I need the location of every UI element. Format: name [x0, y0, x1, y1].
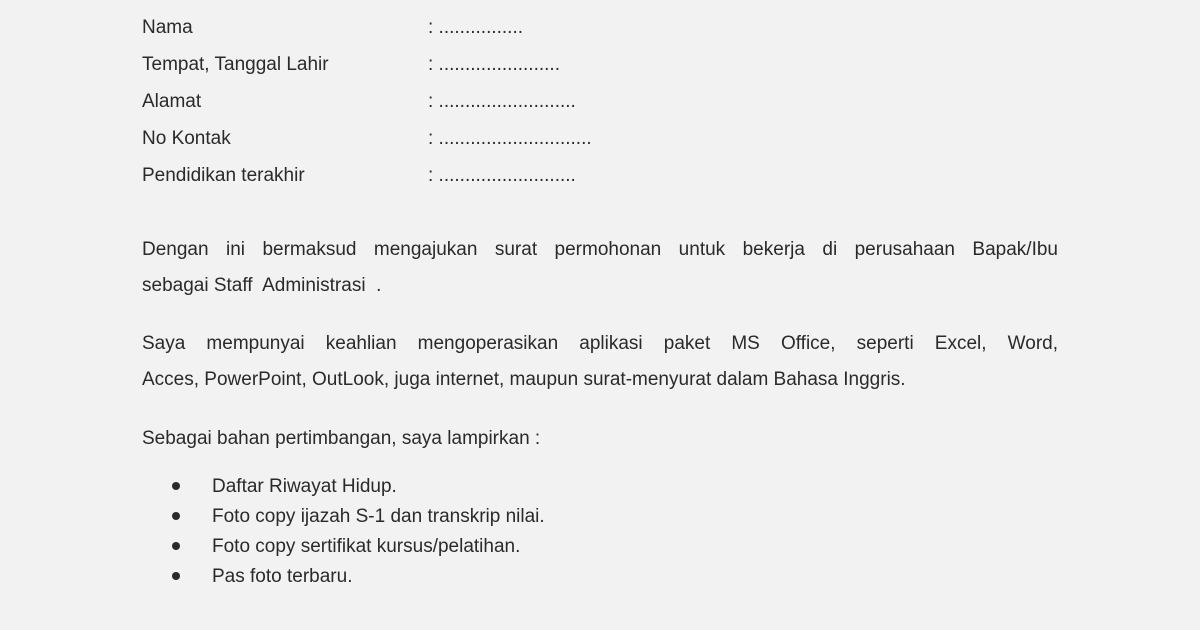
- form-value: : ..........................: [428, 165, 576, 186]
- bullet-icon: [172, 542, 180, 550]
- list-item-text: Daftar Riwayat Hidup.: [212, 476, 397, 497]
- bullet-icon: [172, 572, 180, 580]
- form-value: : ................: [428, 17, 524, 38]
- list-item-text: Foto copy sertifikat kursus/pelatihan.: [212, 536, 521, 557]
- form-label: Tempat, Tanggal Lahir: [142, 54, 329, 75]
- attachments-intro: [142, 421, 1058, 457]
- attachments-intro-text: Sebagai bahan pertimbangan, saya lampirkan :: [142, 428, 541, 449]
- form-label: Pendidikan terakhir: [142, 165, 305, 186]
- form-value: : .............................: [428, 128, 592, 149]
- paragraph-line: sebagai Staff Administrasi .: [142, 275, 382, 296]
- list-item-text: Pas foto terbaru.: [212, 566, 353, 587]
- list-item-text: Foto copy ijazah S-1 dan transkrip nilai.: [212, 506, 545, 527]
- form-value: : ..........................: [428, 91, 576, 112]
- paragraph-application-intent: [142, 232, 1058, 304]
- form-value: : .......................: [428, 54, 560, 75]
- bullet-icon: [172, 512, 180, 520]
- form-label: No Kontak: [142, 128, 231, 149]
- bullet-icon: [172, 482, 180, 490]
- form-label: Nama: [142, 17, 193, 38]
- form-label: Alamat: [142, 91, 202, 112]
- paragraph-line: Dengan ini bermaksud mengajukan surat permohonan untuk bekerja di perusahaan Bapak/Ibu: [142, 239, 1058, 260]
- paragraph-skills: [142, 326, 1058, 398]
- paragraph-line: Saya mempunyai keahlian mengoperasikan aplikasi paket MS Office, seperti Excel, Word,: [142, 333, 1058, 354]
- paragraph-line: Acces, PowerPoint, OutLook, juga internet, maupun surat-menyurat dalam Bahasa Inggris.: [142, 369, 906, 390]
